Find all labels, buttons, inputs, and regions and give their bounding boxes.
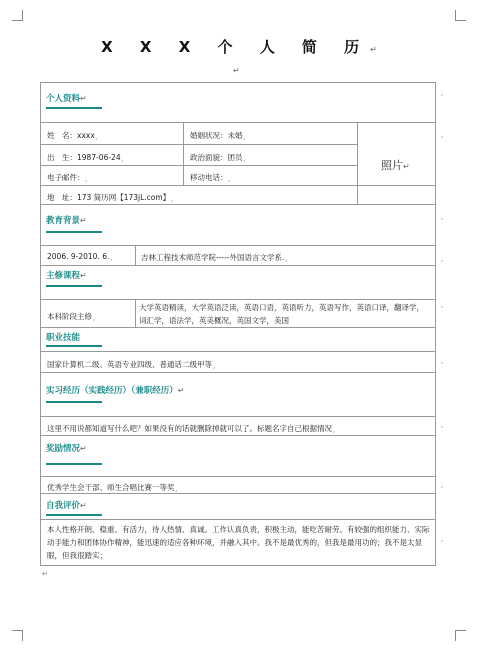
name-field[interactable]: 姓 名：xxxx¸ [47, 131, 99, 140]
table-rule [41, 416, 435, 417]
table-rule [357, 122, 358, 204]
row-end-mark: ¸ [440, 88, 444, 96]
name-label: 姓 名： [47, 131, 77, 140]
table-rule [41, 265, 435, 266]
crop-mark-bottom-right [455, 630, 466, 641]
row-end-mark: ¸ [440, 356, 444, 364]
section-underline [46, 514, 102, 516]
section-heading-experience[interactable]: 实习经历（实践经历）（兼职经历）↵ [46, 386, 185, 396]
crop-mark-top-right [455, 10, 466, 21]
political-status-field[interactable]: 政治面貌：团员¸ [190, 153, 246, 162]
section-heading-skills[interactable]: 职业技能 [46, 333, 81, 343]
photo-placeholder[interactable] [381, 157, 410, 173]
education-detail[interactable]: 吉林工程技术师范学院-----外国语言文学系.¸ [141, 253, 288, 262]
marital-label: 婚姻状况： [190, 131, 228, 140]
section-underline [46, 107, 102, 109]
table-rule [41, 493, 435, 494]
paragraph-mark: ↵ [80, 216, 87, 225]
row-end-mark: ¸ [440, 480, 444, 488]
email-label: 电子邮件： [47, 173, 85, 182]
birth-value: 1987-06-24 [77, 153, 121, 162]
table-rule [41, 435, 435, 436]
mobile-field[interactable]: 移动电话：¸ [190, 173, 231, 182]
table-rule [41, 245, 435, 246]
paragraph-mark-end: ↵ [42, 570, 48, 578]
table-rule [183, 122, 184, 185]
crop-mark-bottom-left [12, 630, 23, 641]
resume-title[interactable] [0, 36, 478, 57]
row-end-mark: ¸ [440, 212, 444, 220]
paragraph-mark: ↵ [80, 501, 87, 510]
resume-table[interactable] [40, 82, 436, 566]
paragraph-mark: ↵ [233, 66, 240, 75]
row-end-mark: ¸ [440, 300, 444, 308]
table-rule [41, 299, 435, 300]
section-heading-awards[interactable]: 奖励情况↵ [46, 444, 87, 454]
birth-label: 出 生： [47, 153, 77, 162]
address-field[interactable]: 地 址：173 简历网【173jL.com】¸ [47, 193, 174, 202]
courses-label[interactable]: 本科阶段主修¸ [47, 312, 96, 321]
courses-content[interactable]: 大学英语精读，大学英语泛读，英语口语，英语听力，英语写作，英语口译，翻译学，词汇学，语法学，英美概况，英国文学，美国 [139, 303, 424, 325]
table-rule [135, 245, 136, 265]
section-heading-self-evaluation[interactable]: 自我评价↵ [46, 501, 87, 511]
self-evaluation-content[interactable]: 本人性格开朗、稳重、有活力，待人热情、真诚。工作认真负责，积极主动，能吃苦耐劳。有较强的组织能力、实际动手能力和团体协作精神，能迅速的适应各种环境，并融入其中。我不是最优秀的，但我是最用功的；我不是太显眼，但我很踏实； [47, 525, 430, 560]
photo-label: 照片 [381, 159, 403, 172]
paragraph-mark: ↵ [80, 444, 87, 453]
table-rule [41, 372, 435, 373]
table-rule [135, 299, 136, 327]
political-value: 团员 [227, 153, 243, 162]
table-rule [41, 351, 435, 352]
address-value: 173 简历网【173jL.com】 [77, 193, 171, 202]
section-underline [46, 401, 102, 403]
paragraph-mark: ↵ [80, 94, 87, 103]
birth-field[interactable]: 出 生：1987-06-24¸ [47, 153, 125, 162]
row-end-mark: ¸ [440, 420, 444, 428]
section-heading-personal[interactable]: 个人资料↵ [46, 94, 87, 104]
table-rule [41, 144, 357, 145]
row-end-mark: ¸ [440, 130, 444, 138]
table-rule [41, 185, 435, 186]
paragraph-mark: ↵ [177, 386, 185, 395]
table-rule [41, 519, 435, 520]
section-underline [46, 231, 102, 233]
paragraph-mark: ↵ [403, 162, 410, 171]
table-rule [41, 327, 435, 328]
table-rule [41, 122, 435, 123]
name-value: xxxx [77, 131, 95, 140]
experience-content[interactable]: 这里不用说都知道写什么吧？如果没有的话就删除掉就可以了。标题名字自己根据情况¸ [47, 424, 336, 433]
awards-content[interactable]: 优秀学生会干部、师生合唱比赛一等奖¸ [47, 483, 178, 492]
crop-mark-top-left [12, 10, 23, 21]
mobile-label: 移动电话： [190, 173, 228, 182]
resume-title-text: X X X 个 人 简 历 [101, 38, 371, 56]
row-end-mark: ¸ [440, 254, 444, 262]
marital-value: 未婚 [227, 131, 243, 140]
section-heading-education[interactable]: 教育背景↵ [46, 216, 87, 226]
row-end-mark: ¸ [440, 534, 444, 542]
table-rule [41, 204, 435, 205]
paragraph-mark: ↵ [80, 271, 87, 280]
email-field[interactable]: 电子邮件：¸ [47, 173, 88, 182]
skills-content[interactable]: 国家计算机二级、英语专业四级、普通话二级甲等¸ [47, 360, 216, 369]
table-rule [41, 476, 435, 477]
paragraph-mark: ↵ [370, 45, 377, 54]
section-underline [46, 345, 102, 347]
political-label: 政治面貌： [190, 153, 228, 162]
section-heading-courses[interactable]: 主修课程↵ [46, 271, 87, 281]
education-period[interactable]: 2006. 9-2010. 6.¸ [47, 252, 113, 261]
marital-status-field[interactable]: 婚姻状况：未婚¸ [190, 131, 246, 140]
section-underline [46, 463, 102, 465]
address-label: 地 址： [47, 193, 77, 202]
section-underline [46, 285, 102, 287]
table-rule [41, 165, 357, 166]
